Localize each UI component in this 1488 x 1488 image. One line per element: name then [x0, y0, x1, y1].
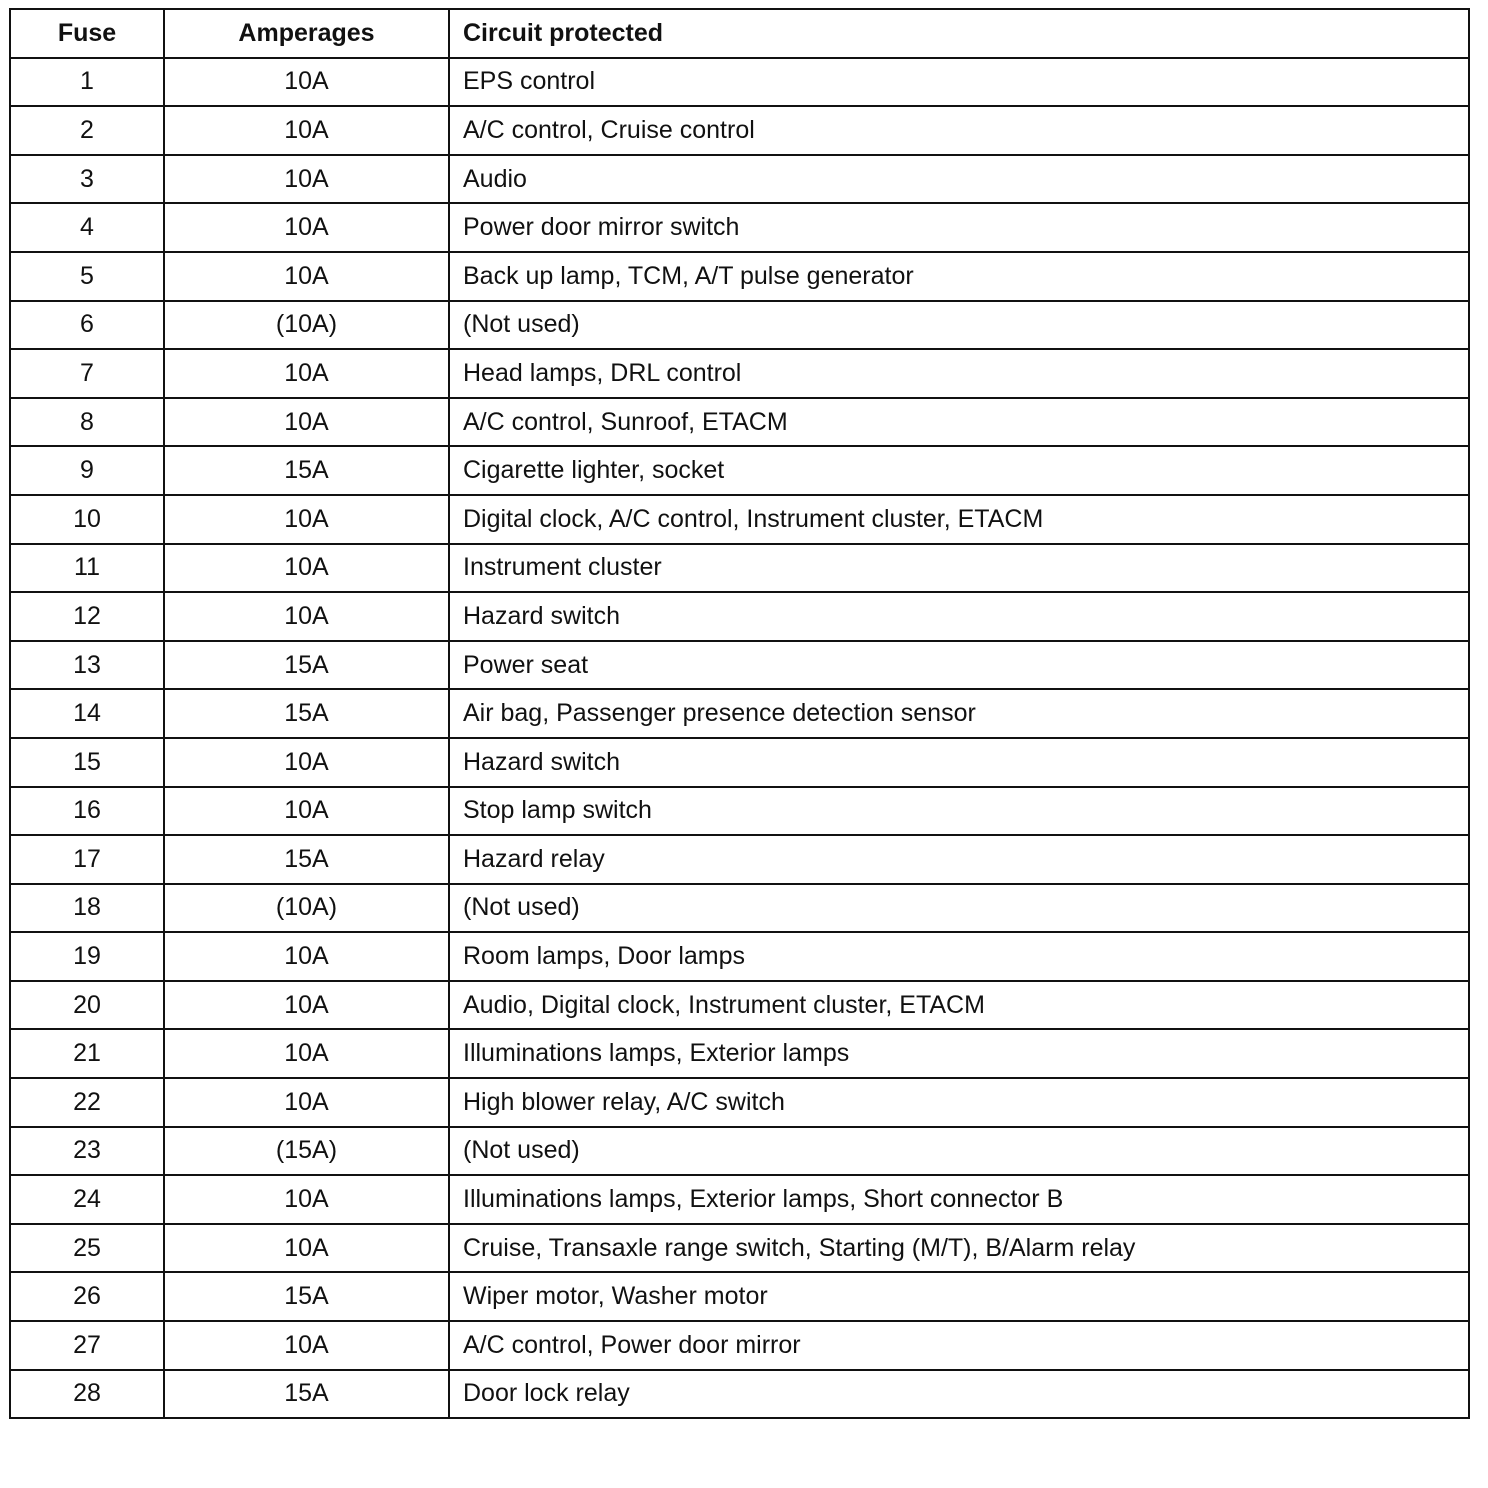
fuse-number-cell: 22 — [10, 1078, 164, 1127]
table-row — [10, 641, 1469, 690]
fuse-number-cell: 20 — [10, 981, 164, 1030]
header-fuse: Fuse — [10, 9, 164, 58]
circuit-protected-cell: Power seat — [449, 641, 1469, 690]
fuse-number-cell: 14 — [10, 689, 164, 738]
fuse-number-cell: 10 — [10, 495, 164, 544]
amperage-cell: 10A — [164, 738, 449, 787]
amperage-cell: 15A — [164, 689, 449, 738]
circuit-protected-cell: Audio, Digital clock, Instrument cluster, ETACM — [449, 981, 1469, 1030]
table-row — [10, 252, 1469, 301]
circuit-protected-cell: (Not used) — [449, 884, 1469, 933]
amperage-cell: 10A — [164, 203, 449, 252]
fuse-number-cell: 1 — [10, 58, 164, 107]
circuit-protected-cell: Hazard relay — [449, 835, 1469, 884]
table-row — [10, 835, 1469, 884]
table-row — [10, 495, 1469, 544]
circuit-protected-cell: Wiper motor, Washer motor — [449, 1272, 1469, 1321]
fuse-number-cell: 24 — [10, 1175, 164, 1224]
fuse-number-cell: 9 — [10, 446, 164, 495]
amperage-cell: 10A — [164, 981, 449, 1030]
table-row — [10, 155, 1469, 204]
amperage-cell: 15A — [164, 835, 449, 884]
fuse-number-cell: 3 — [10, 155, 164, 204]
circuit-protected-cell: Head lamps, DRL control — [449, 349, 1469, 398]
table-row — [10, 349, 1469, 398]
circuit-protected-cell: Air bag, Passenger presence detection sensor — [449, 689, 1469, 738]
amperage-cell: 15A — [164, 1272, 449, 1321]
fuse-number-cell: 18 — [10, 884, 164, 933]
circuit-protected-cell: (Not used) — [449, 301, 1469, 350]
table-row — [10, 1370, 1469, 1419]
amperage-cell: 10A — [164, 1321, 449, 1370]
amperage-cell: 10A — [164, 155, 449, 204]
table-row — [10, 981, 1469, 1030]
amperage-cell: 10A — [164, 106, 449, 155]
table-row — [10, 1127, 1469, 1176]
circuit-protected-cell: EPS control — [449, 58, 1469, 107]
circuit-protected-cell: Room lamps, Door lamps — [449, 932, 1469, 981]
amperage-cell: 10A — [164, 1029, 449, 1078]
circuit-protected-cell: Hazard switch — [449, 592, 1469, 641]
circuit-protected-cell: Back up lamp, TCM, A/T pulse generator — [449, 252, 1469, 301]
table-row — [10, 58, 1469, 107]
amperage-cell: 10A — [164, 398, 449, 447]
amperage-cell: 10A — [164, 787, 449, 836]
table-body — [10, 58, 1469, 1419]
fuse-number-cell: 2 — [10, 106, 164, 155]
table-row — [10, 932, 1469, 981]
table-row — [10, 544, 1469, 593]
circuit-protected-cell: A/C control, Power door mirror — [449, 1321, 1469, 1370]
amperage-cell: 15A — [164, 1370, 449, 1419]
table-row — [10, 1224, 1469, 1273]
amperage-cell: (15A) — [164, 1127, 449, 1176]
fuse-number-cell: 27 — [10, 1321, 164, 1370]
table-row — [10, 1321, 1469, 1370]
amperage-cell: (10A) — [164, 301, 449, 350]
table-row — [10, 446, 1469, 495]
amperage-cell: 10A — [164, 252, 449, 301]
fuse-number-cell: 26 — [10, 1272, 164, 1321]
amperage-cell: 15A — [164, 446, 449, 495]
circuit-protected-cell: Door lock relay — [449, 1370, 1469, 1419]
fuse-table — [9, 8, 1470, 1419]
fuse-number-cell: 12 — [10, 592, 164, 641]
table-row — [10, 787, 1469, 836]
amperage-cell: 10A — [164, 58, 449, 107]
fuse-number-cell: 17 — [10, 835, 164, 884]
circuit-protected-cell: Illuminations lamps, Exterior lamps, Short connector B — [449, 1175, 1469, 1224]
fuse-number-cell: 28 — [10, 1370, 164, 1419]
header-amperages: Amperages — [164, 9, 449, 58]
circuit-protected-cell: Illuminations lamps, Exterior lamps — [449, 1029, 1469, 1078]
fuse-number-cell: 13 — [10, 641, 164, 690]
circuit-protected-cell: Instrument cluster — [449, 544, 1469, 593]
amperage-cell: 10A — [164, 349, 449, 398]
circuit-protected-cell: A/C control, Sunroof, ETACM — [449, 398, 1469, 447]
table-row — [10, 106, 1469, 155]
circuit-protected-cell: Stop lamp switch — [449, 787, 1469, 836]
circuit-protected-cell: (Not used) — [449, 1127, 1469, 1176]
header-row — [10, 9, 1469, 58]
amperage-cell: 15A — [164, 641, 449, 690]
fuse-number-cell: 11 — [10, 544, 164, 593]
fuse-number-cell: 21 — [10, 1029, 164, 1078]
amperage-cell: 10A — [164, 1078, 449, 1127]
circuit-protected-cell: Cigarette lighter, socket — [449, 446, 1469, 495]
table-row — [10, 592, 1469, 641]
fuse-number-cell: 6 — [10, 301, 164, 350]
amperage-cell: 10A — [164, 932, 449, 981]
amperage-cell: 10A — [164, 495, 449, 544]
amperage-cell: (10A) — [164, 884, 449, 933]
circuit-protected-cell: Cruise, Transaxle range switch, Starting (M/T), B/Alarm relay — [449, 1224, 1469, 1273]
circuit-protected-cell: A/C control, Cruise control — [449, 106, 1469, 155]
amperage-cell: 10A — [164, 1175, 449, 1224]
table-row — [10, 301, 1469, 350]
fuse-number-cell: 19 — [10, 932, 164, 981]
circuit-protected-cell: Digital clock, A/C control, Instrument cluster, ETACM — [449, 495, 1469, 544]
table-row — [10, 689, 1469, 738]
table-row — [10, 1078, 1469, 1127]
table-row — [10, 203, 1469, 252]
fuse-number-cell: 4 — [10, 203, 164, 252]
amperage-cell: 10A — [164, 592, 449, 641]
table-row — [10, 1272, 1469, 1321]
fuse-number-cell: 5 — [10, 252, 164, 301]
table-row — [10, 738, 1469, 787]
circuit-protected-cell: High blower relay, A/C switch — [449, 1078, 1469, 1127]
table-row — [10, 884, 1469, 933]
fuse-number-cell: 25 — [10, 1224, 164, 1273]
circuit-protected-cell: Audio — [449, 155, 1469, 204]
amperage-cell: 10A — [164, 1224, 449, 1273]
table-row — [10, 398, 1469, 447]
fuse-number-cell: 16 — [10, 787, 164, 836]
circuit-protected-cell: Power door mirror switch — [449, 203, 1469, 252]
table-row — [10, 1029, 1469, 1078]
fuse-number-cell: 15 — [10, 738, 164, 787]
fuse-number-cell: 23 — [10, 1127, 164, 1176]
circuit-protected-cell: Hazard switch — [449, 738, 1469, 787]
header-circuit-protected: Circuit protected — [449, 9, 1469, 58]
amperage-cell: 10A — [164, 544, 449, 593]
fuse-number-cell: 7 — [10, 349, 164, 398]
table-row — [10, 1175, 1469, 1224]
fuse-number-cell: 8 — [10, 398, 164, 447]
